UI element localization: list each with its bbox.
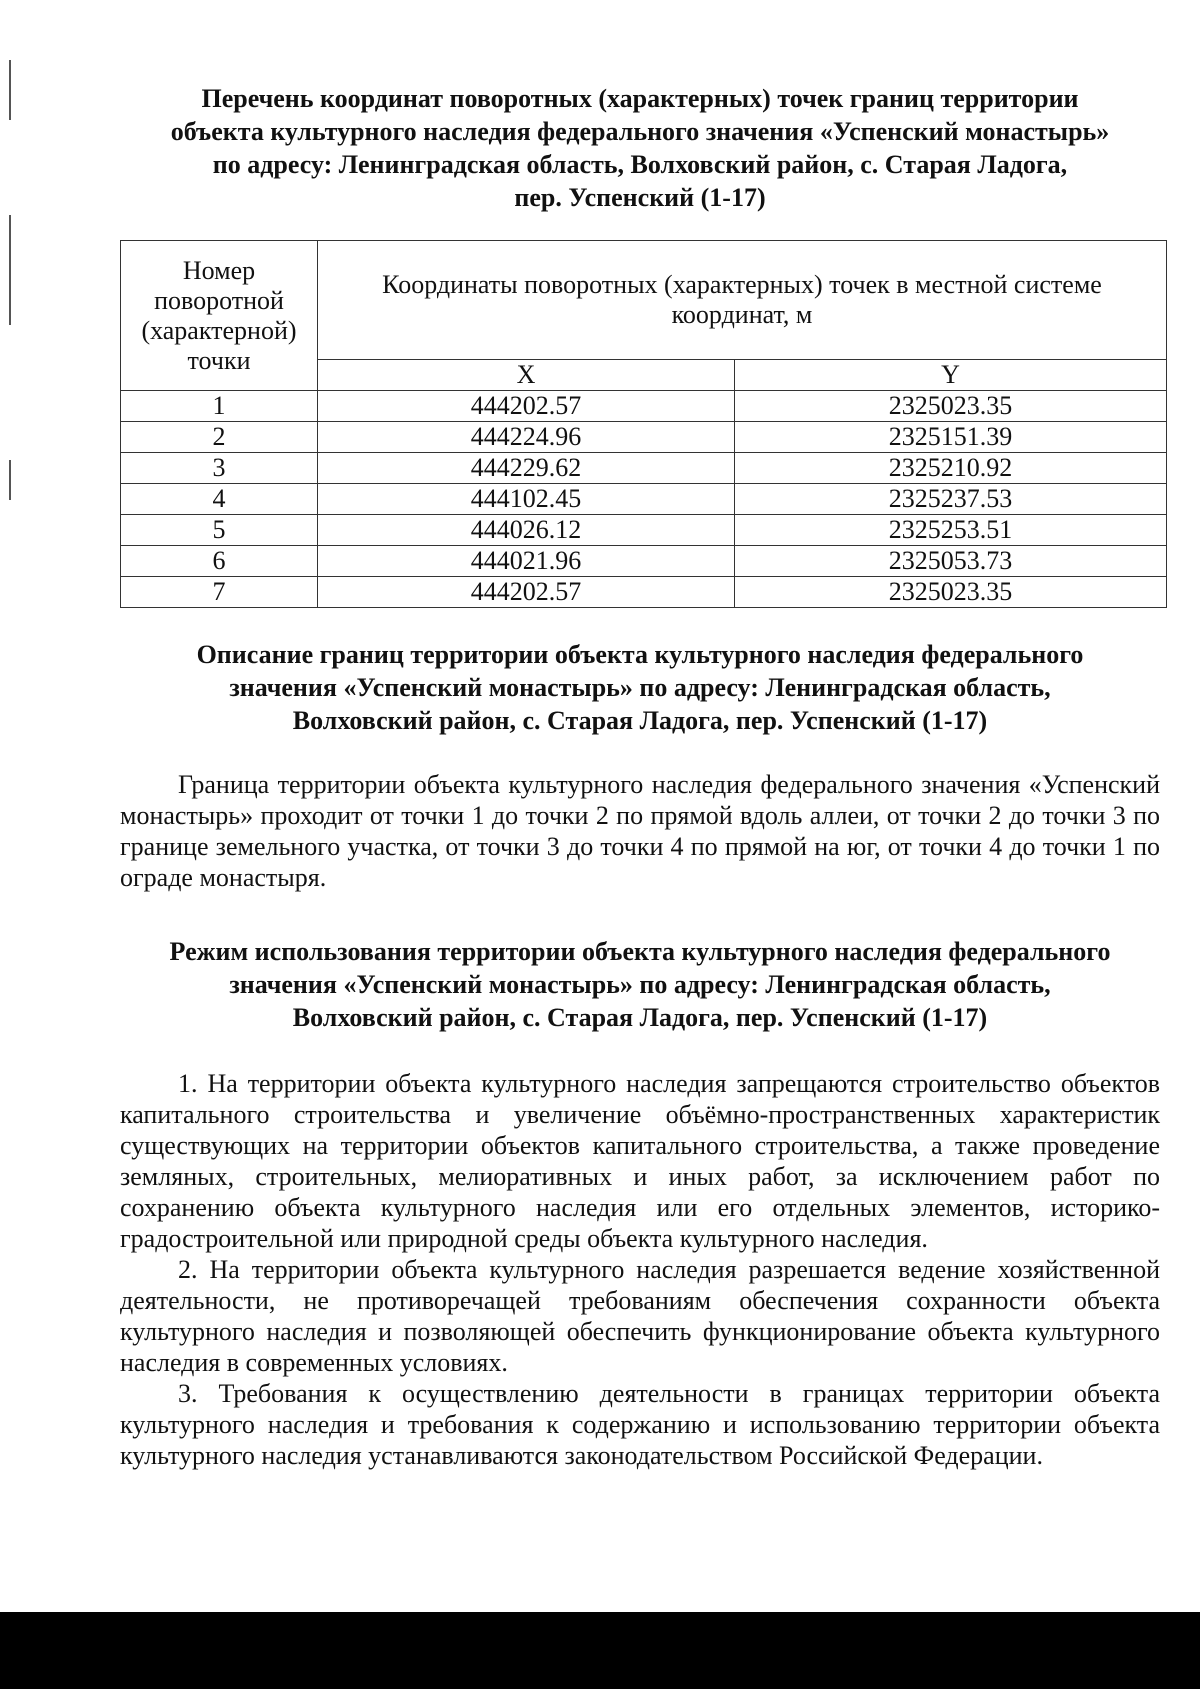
description-title-line: Описание границ территории объекта культурного наследия федерального: [196, 640, 1084, 669]
table-row: [121, 577, 1167, 608]
description-title-line: значения «Успенский монастырь» по адресу: Ленинградская область,: [229, 673, 1051, 702]
cell-y: 2325053.73: [735, 546, 1167, 577]
cell-y: 2325151.39: [735, 422, 1167, 453]
regime-title-line: значения «Успенский монастырь» по адресу: Ленинградская область,: [229, 970, 1051, 999]
header-x: X: [318, 360, 735, 391]
header-point-number: Номер поворотной (характерной) точки: [121, 241, 318, 391]
scan-margin-line: [9, 60, 11, 120]
cell-point-number: 7: [121, 577, 318, 608]
title-line: по адресу: Ленинградская область, Волховский район, с. Старая Ладога,: [212, 150, 1068, 179]
document-title: [120, 82, 1160, 214]
cell-x: 444202.57: [318, 577, 735, 608]
coordinates-table: [120, 240, 1167, 608]
title-line: Перечень координат поворотных (характерных) точек границ территории: [201, 84, 1079, 113]
table-row: [121, 515, 1167, 546]
cell-point-number: 1: [121, 391, 318, 422]
cell-x: 444224.96: [318, 422, 735, 453]
table-row: [121, 484, 1167, 515]
cell-point-number: 4: [121, 484, 318, 515]
scan-margin-line: [9, 460, 11, 500]
cell-point-number: 2: [121, 422, 318, 453]
cell-y: 2325210.92: [735, 453, 1167, 484]
description-title-line: Волховский район, с. Старая Ладога, пер. Успенский (1-17): [292, 706, 988, 735]
regime-rule-item: 1. На территории объекта культурного наследия запрещаются строительство объектов капитального строительства и увеличение объёмно-пространственных характеристик существующих на территории объектов капитального строительства, а также проведение земляных, строительных, мелиоративных и иных работ, за исключением работ по сохранению объекта культурного наследия или его отдельных элементов, историко-градостроительной или природной среды объекта культурного наследия.: [120, 1069, 1160, 1253]
cell-y: 2325253.51: [735, 515, 1167, 546]
regime-rules-list: [120, 1068, 1160, 1471]
cell-y: 2325023.35: [735, 391, 1167, 422]
regime-title-line: Режим использования территории объекта культурного наследия федерального: [169, 937, 1111, 966]
cell-point-number: 6: [121, 546, 318, 577]
table-row: [121, 391, 1167, 422]
regime-rule-item: 2. На территории объекта культурного наследия разрешается ведение хозяйственной деятельности, не противоречащей требованиям обеспечения сохранности объекта культурного наследия и позволяющей обеспечить функционирование объекта культурного наследия в современных условиях.: [120, 1255, 1160, 1377]
cell-x: 444102.45: [318, 484, 735, 515]
regime-title-line: Волховский район, с. Старая Ладога, пер. Успенский (1-17): [292, 1003, 988, 1032]
table-row: [121, 546, 1167, 577]
scan-bottom-edge: [0, 1612, 1200, 1689]
cell-x: 444229.62: [318, 453, 735, 484]
title-line: пер. Успенский (1-17): [514, 183, 766, 212]
scan-margin-line: [9, 215, 11, 325]
cell-point-number: 5: [121, 515, 318, 546]
cell-x: 444021.96: [318, 546, 735, 577]
cell-y: 2325237.53: [735, 484, 1167, 515]
description-paragraph: Граница территории объекта культурного наследия федерального значения «Успенский монастырь» проходит от точки 1 до точки 2 по прямой вдоль аллеи, от точки 2 до точки 3 по границе земельного участка, от точки 3 до точки 4 по прямой на юг, от точки 4 до точки 1 по ограде монастыря.: [120, 770, 1160, 892]
regime-rule-item: 3. Требования к осуществлению деятельности в границах территории объекта культурного наследия и требования к содержанию и использованию территории объекта культурного наследия устанавливаются законодательством Российской Федерации.: [120, 1379, 1160, 1470]
cell-x: 444202.57: [318, 391, 735, 422]
table-row: [121, 422, 1167, 453]
header-coordinates: [318, 241, 1167, 360]
table-row: [121, 453, 1167, 484]
header-coordinates-line: Координаты поворотных (характерных) точек в местной системе: [382, 270, 1102, 299]
header-y: Y: [735, 360, 1167, 391]
header-coordinates-line: координат, м: [671, 300, 813, 329]
cell-x: 444026.12: [318, 515, 735, 546]
description-title: [120, 638, 1160, 737]
cell-y: 2325023.35: [735, 577, 1167, 608]
regime-title: [120, 935, 1160, 1034]
title-line: объекта культурного наследия федерального значения «Успенский монастырь»: [170, 117, 1110, 146]
document-page: [120, 82, 1160, 1471]
cell-point-number: 3: [121, 453, 318, 484]
